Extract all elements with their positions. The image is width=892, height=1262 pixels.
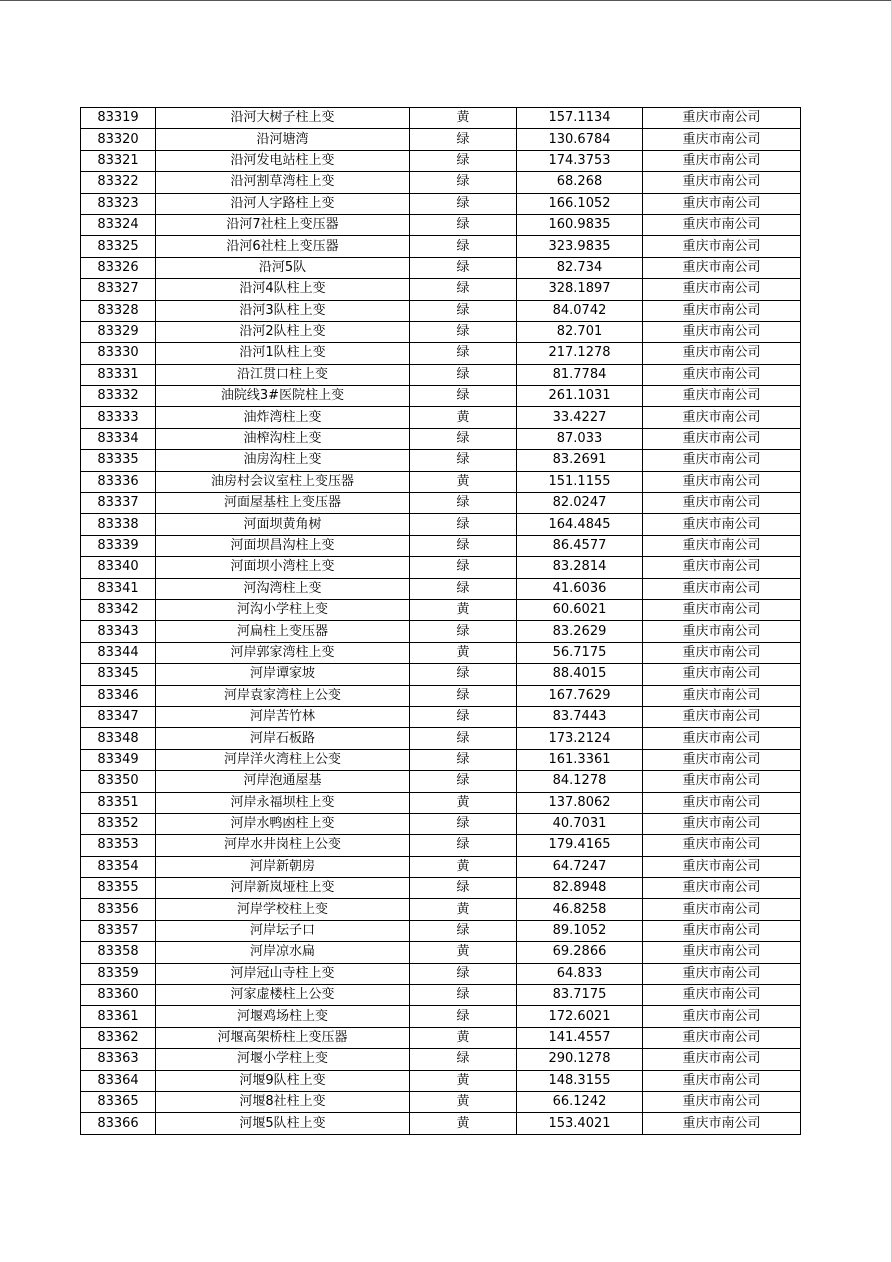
cell-status-level: 黄 bbox=[410, 599, 517, 620]
cell-value: 66.1242 bbox=[517, 1091, 643, 1112]
cell-value: 60.6021 bbox=[517, 599, 643, 620]
cell-status-level: 绿 bbox=[410, 321, 517, 342]
cell-status-level: 绿 bbox=[410, 963, 517, 984]
table-row bbox=[81, 279, 801, 300]
table-row bbox=[81, 300, 801, 321]
cell-value: 261.1031 bbox=[517, 386, 643, 407]
cell-company: 重庆市南公司 bbox=[643, 749, 801, 770]
cell-company: 重庆市南公司 bbox=[643, 706, 801, 727]
cell-status-level: 绿 bbox=[410, 985, 517, 1006]
cell-status-level: 黄 bbox=[410, 1113, 517, 1134]
cell-value: 161.3361 bbox=[517, 749, 643, 770]
cell-station-name: 河岸袁家湾柱上公变 bbox=[156, 685, 410, 706]
cell-id: 83348 bbox=[81, 728, 156, 749]
table-row bbox=[81, 407, 801, 428]
cell-status-level: 绿 bbox=[410, 835, 517, 856]
cell-id: 83328 bbox=[81, 300, 156, 321]
cell-status-level: 绿 bbox=[410, 685, 517, 706]
cell-id: 83340 bbox=[81, 557, 156, 578]
cell-company: 重庆市南公司 bbox=[643, 920, 801, 941]
cell-company: 重庆市南公司 bbox=[643, 963, 801, 984]
cell-status-level: 黄 bbox=[410, 1070, 517, 1091]
cell-station-name: 沿河割草湾柱上变 bbox=[156, 172, 410, 193]
cell-company: 重庆市南公司 bbox=[643, 150, 801, 171]
cell-company: 重庆市南公司 bbox=[643, 621, 801, 642]
cell-id: 83323 bbox=[81, 193, 156, 214]
cell-status-level: 黄 bbox=[410, 792, 517, 813]
cell-value: 83.7443 bbox=[517, 706, 643, 727]
cell-id: 83364 bbox=[81, 1070, 156, 1091]
table-row bbox=[81, 535, 801, 556]
cell-status-level: 黄 bbox=[410, 471, 517, 492]
cell-id: 83346 bbox=[81, 685, 156, 706]
cell-value: 83.2691 bbox=[517, 450, 643, 471]
cell-company: 重庆市南公司 bbox=[643, 899, 801, 920]
cell-value: 64.7247 bbox=[517, 856, 643, 877]
cell-station-name: 沿河4队柱上变 bbox=[156, 279, 410, 300]
cell-value: 148.3155 bbox=[517, 1070, 643, 1091]
table-row bbox=[81, 108, 801, 129]
cell-company: 重庆市南公司 bbox=[643, 364, 801, 385]
table-row bbox=[81, 1070, 801, 1091]
cell-value: 173.2124 bbox=[517, 728, 643, 749]
cell-company: 重庆市南公司 bbox=[643, 835, 801, 856]
cell-station-name: 沿河塘湾 bbox=[156, 129, 410, 150]
cell-company: 重庆市南公司 bbox=[643, 664, 801, 685]
table-row bbox=[81, 771, 801, 792]
cell-id: 83326 bbox=[81, 257, 156, 278]
cell-status-level: 绿 bbox=[410, 150, 517, 171]
cell-value: 81.7784 bbox=[517, 364, 643, 385]
cell-station-name: 沿河发电站柱上变 bbox=[156, 150, 410, 171]
cell-value: 160.9835 bbox=[517, 214, 643, 235]
cell-station-name: 油房沟柱上变 bbox=[156, 450, 410, 471]
cell-status-level: 绿 bbox=[410, 514, 517, 535]
cell-value: 46.8258 bbox=[517, 899, 643, 920]
cell-status-level: 绿 bbox=[410, 920, 517, 941]
cell-status-level: 绿 bbox=[410, 343, 517, 364]
cell-status-level: 黄 bbox=[410, 1091, 517, 1112]
cell-id: 83339 bbox=[81, 535, 156, 556]
cell-value: 69.2866 bbox=[517, 942, 643, 963]
cell-id: 83357 bbox=[81, 920, 156, 941]
cell-status-level: 绿 bbox=[410, 557, 517, 578]
cell-station-name: 河岸石板路 bbox=[156, 728, 410, 749]
cell-status-level: 绿 bbox=[410, 386, 517, 407]
cell-id: 83365 bbox=[81, 1091, 156, 1112]
cell-company: 重庆市南公司 bbox=[643, 108, 801, 129]
cell-status-level: 绿 bbox=[410, 621, 517, 642]
cell-station-name: 河岸凉水扁 bbox=[156, 942, 410, 963]
cell-id: 83345 bbox=[81, 664, 156, 685]
table-row bbox=[81, 599, 801, 620]
cell-station-name: 河面坝黄角树 bbox=[156, 514, 410, 535]
cell-station-name: 油院线3#医院柱上变 bbox=[156, 386, 410, 407]
cell-id: 83355 bbox=[81, 878, 156, 899]
table-row bbox=[81, 706, 801, 727]
cell-station-name: 沿河7社柱上变压器 bbox=[156, 214, 410, 235]
table-row bbox=[81, 150, 801, 171]
table-row bbox=[81, 1049, 801, 1070]
cell-id: 83332 bbox=[81, 386, 156, 407]
cell-value: 83.2629 bbox=[517, 621, 643, 642]
cell-value: 84.0742 bbox=[517, 300, 643, 321]
cell-status-level: 绿 bbox=[410, 878, 517, 899]
cell-id: 83319 bbox=[81, 108, 156, 129]
cell-status-level: 黄 bbox=[410, 856, 517, 877]
cell-station-name: 河岸谭家坡 bbox=[156, 664, 410, 685]
cell-id: 83324 bbox=[81, 214, 156, 235]
cell-value: 40.7031 bbox=[517, 813, 643, 834]
cell-id: 83359 bbox=[81, 963, 156, 984]
cell-company: 重庆市南公司 bbox=[643, 214, 801, 235]
cell-company: 重庆市南公司 bbox=[643, 1091, 801, 1112]
cell-station-name: 沿江贯口柱上变 bbox=[156, 364, 410, 385]
cell-status-level: 绿 bbox=[410, 428, 517, 449]
cell-value: 153.4021 bbox=[517, 1113, 643, 1134]
cell-value: 328.1897 bbox=[517, 279, 643, 300]
cell-value: 290.1278 bbox=[517, 1049, 643, 1070]
cell-id: 83331 bbox=[81, 364, 156, 385]
cell-status-level: 绿 bbox=[410, 236, 517, 257]
cell-company: 重庆市南公司 bbox=[643, 878, 801, 899]
cell-station-name: 河堰鸡场柱上变 bbox=[156, 1006, 410, 1027]
table-row bbox=[81, 813, 801, 834]
table-row bbox=[81, 621, 801, 642]
cell-company: 重庆市南公司 bbox=[643, 642, 801, 663]
cell-id: 83338 bbox=[81, 514, 156, 535]
cell-id: 83337 bbox=[81, 493, 156, 514]
cell-value: 87.033 bbox=[517, 428, 643, 449]
cell-id: 83347 bbox=[81, 706, 156, 727]
table-row bbox=[81, 514, 801, 535]
cell-status-level: 绿 bbox=[410, 728, 517, 749]
cell-value: 174.3753 bbox=[517, 150, 643, 171]
cell-status-level: 黄 bbox=[410, 942, 517, 963]
cell-station-name: 沿河3队柱上变 bbox=[156, 300, 410, 321]
cell-id: 83327 bbox=[81, 279, 156, 300]
table-row bbox=[81, 557, 801, 578]
cell-company: 重庆市南公司 bbox=[643, 450, 801, 471]
cell-station-name: 沿河6社柱上变压器 bbox=[156, 236, 410, 257]
cell-station-name: 河面坝昌沟柱上变 bbox=[156, 535, 410, 556]
table-row bbox=[81, 685, 801, 706]
cell-company: 重庆市南公司 bbox=[643, 535, 801, 556]
cell-station-name: 河岸新岚垭柱上变 bbox=[156, 878, 410, 899]
table-row bbox=[81, 386, 801, 407]
cell-value: 164.4845 bbox=[517, 514, 643, 535]
cell-id: 83358 bbox=[81, 942, 156, 963]
cell-value: 83.7175 bbox=[517, 985, 643, 1006]
cell-id: 83354 bbox=[81, 856, 156, 877]
cell-value: 179.4165 bbox=[517, 835, 643, 856]
cell-company: 重庆市南公司 bbox=[643, 1027, 801, 1048]
cell-value: 82.8948 bbox=[517, 878, 643, 899]
cell-status-level: 绿 bbox=[410, 172, 517, 193]
cell-station-name: 河岸永福坝柱上变 bbox=[156, 792, 410, 813]
cell-status-level: 绿 bbox=[410, 364, 517, 385]
table-row bbox=[81, 129, 801, 150]
table-row bbox=[81, 792, 801, 813]
cell-company: 重庆市南公司 bbox=[643, 685, 801, 706]
table-row bbox=[81, 728, 801, 749]
cell-company: 重庆市南公司 bbox=[643, 407, 801, 428]
cell-id: 83336 bbox=[81, 471, 156, 492]
cell-station-name: 河岸新朝房 bbox=[156, 856, 410, 877]
cell-value: 68.268 bbox=[517, 172, 643, 193]
table-row bbox=[81, 963, 801, 984]
cell-id: 83343 bbox=[81, 621, 156, 642]
cell-value: 137.8062 bbox=[517, 792, 643, 813]
table-row bbox=[81, 214, 801, 235]
cell-status-level: 绿 bbox=[410, 279, 517, 300]
cell-id: 83353 bbox=[81, 835, 156, 856]
cell-value: 82.0247 bbox=[517, 493, 643, 514]
cell-station-name: 河面屋基柱上变压器 bbox=[156, 493, 410, 514]
cell-id: 83335 bbox=[81, 450, 156, 471]
table-row bbox=[81, 664, 801, 685]
cell-id: 83333 bbox=[81, 407, 156, 428]
cell-value: 88.4015 bbox=[517, 664, 643, 685]
cell-value: 167.7629 bbox=[517, 685, 643, 706]
cell-id: 83360 bbox=[81, 985, 156, 1006]
cell-company: 重庆市南公司 bbox=[643, 1006, 801, 1027]
cell-station-name: 河沟小学柱上变 bbox=[156, 599, 410, 620]
cell-company: 重庆市南公司 bbox=[643, 129, 801, 150]
cell-value: 217.1278 bbox=[517, 343, 643, 364]
cell-station-name: 油炸湾柱上变 bbox=[156, 407, 410, 428]
cell-company: 重庆市南公司 bbox=[643, 557, 801, 578]
table-row bbox=[81, 193, 801, 214]
cell-value: 323.9835 bbox=[517, 236, 643, 257]
cell-company: 重庆市南公司 bbox=[643, 257, 801, 278]
cell-status-level: 绿 bbox=[410, 129, 517, 150]
cell-value: 172.6021 bbox=[517, 1006, 643, 1027]
cell-id: 83330 bbox=[81, 343, 156, 364]
cell-status-level: 绿 bbox=[410, 493, 517, 514]
cell-station-name: 油榨沟柱上变 bbox=[156, 428, 410, 449]
cell-company: 重庆市南公司 bbox=[643, 428, 801, 449]
cell-station-name: 河堰小学柱上变 bbox=[156, 1049, 410, 1070]
transformer-capacity-table bbox=[80, 107, 801, 1135]
table-row bbox=[81, 321, 801, 342]
cell-company: 重庆市南公司 bbox=[643, 514, 801, 535]
cell-status-level: 黄 bbox=[410, 642, 517, 663]
cell-station-name: 沿河2队柱上变 bbox=[156, 321, 410, 342]
table-row bbox=[81, 642, 801, 663]
cell-value: 41.6036 bbox=[517, 578, 643, 599]
cell-company: 重庆市南公司 bbox=[643, 193, 801, 214]
cell-station-name: 沿河1队柱上变 bbox=[156, 343, 410, 364]
table-row bbox=[81, 942, 801, 963]
cell-station-name: 油房村会议室柱上变压器 bbox=[156, 471, 410, 492]
cell-value: 89.1052 bbox=[517, 920, 643, 941]
table-row bbox=[81, 1027, 801, 1048]
cell-id: 83334 bbox=[81, 428, 156, 449]
table-row bbox=[81, 364, 801, 385]
cell-company: 重庆市南公司 bbox=[643, 599, 801, 620]
cell-status-level: 绿 bbox=[410, 749, 517, 770]
cell-status-level: 绿 bbox=[410, 300, 517, 321]
cell-id: 83350 bbox=[81, 771, 156, 792]
cell-company: 重庆市南公司 bbox=[643, 728, 801, 749]
table-row bbox=[81, 1113, 801, 1134]
cell-company: 重庆市南公司 bbox=[643, 236, 801, 257]
cell-value: 141.4557 bbox=[517, 1027, 643, 1048]
table-row bbox=[81, 985, 801, 1006]
table-row bbox=[81, 899, 801, 920]
cell-id: 83320 bbox=[81, 129, 156, 150]
cell-company: 重庆市南公司 bbox=[643, 792, 801, 813]
cell-value: 83.2814 bbox=[517, 557, 643, 578]
cell-status-level: 绿 bbox=[410, 771, 517, 792]
cell-status-level: 黄 bbox=[410, 407, 517, 428]
cell-value: 166.1052 bbox=[517, 193, 643, 214]
cell-id: 83351 bbox=[81, 792, 156, 813]
cell-station-name: 河扁柱上变压器 bbox=[156, 621, 410, 642]
cell-station-name: 河堰5队柱上变 bbox=[156, 1113, 410, 1134]
cell-status-level: 黄 bbox=[410, 108, 517, 129]
cell-status-level: 黄 bbox=[410, 899, 517, 920]
cell-company: 重庆市南公司 bbox=[643, 386, 801, 407]
cell-value: 64.833 bbox=[517, 963, 643, 984]
cell-status-level: 绿 bbox=[410, 214, 517, 235]
table-body bbox=[81, 108, 801, 1135]
table-row bbox=[81, 493, 801, 514]
cell-station-name: 河堰8社柱上变 bbox=[156, 1091, 410, 1112]
cell-id: 83361 bbox=[81, 1006, 156, 1027]
table-row bbox=[81, 835, 801, 856]
page-top-border bbox=[0, 0, 892, 1]
table-row bbox=[81, 920, 801, 941]
cell-value: 82.734 bbox=[517, 257, 643, 278]
cell-company: 重庆市南公司 bbox=[643, 1113, 801, 1134]
cell-company: 重庆市南公司 bbox=[643, 493, 801, 514]
cell-status-level: 绿 bbox=[410, 706, 517, 727]
cell-station-name: 河岸水鸭凼柱上变 bbox=[156, 813, 410, 834]
table-row bbox=[81, 428, 801, 449]
cell-station-name: 沿河大树子柱上变 bbox=[156, 108, 410, 129]
cell-station-name: 河沟湾柱上变 bbox=[156, 578, 410, 599]
cell-station-name: 河堰9队柱上变 bbox=[156, 1070, 410, 1091]
cell-station-name: 河面坝小湾柱上变 bbox=[156, 557, 410, 578]
cell-company: 重庆市南公司 bbox=[643, 1070, 801, 1091]
cell-id: 83363 bbox=[81, 1049, 156, 1070]
cell-status-level: 绿 bbox=[410, 664, 517, 685]
table-row bbox=[81, 450, 801, 471]
cell-station-name: 河堰高架桥柱上变压器 bbox=[156, 1027, 410, 1048]
cell-station-name: 沿河人字路柱上变 bbox=[156, 193, 410, 214]
cell-company: 重庆市南公司 bbox=[643, 985, 801, 1006]
cell-station-name: 河岸泡通屋基 bbox=[156, 771, 410, 792]
cell-station-name: 河岸坛子口 bbox=[156, 920, 410, 941]
cell-station-name: 河岸水井岗柱上公变 bbox=[156, 835, 410, 856]
cell-id: 83349 bbox=[81, 749, 156, 770]
table-row bbox=[81, 856, 801, 877]
table-row bbox=[81, 749, 801, 770]
cell-company: 重庆市南公司 bbox=[643, 856, 801, 877]
table-row bbox=[81, 1006, 801, 1027]
cell-value: 33.4227 bbox=[517, 407, 643, 428]
cell-station-name: 沿河5队 bbox=[156, 257, 410, 278]
cell-station-name: 河岸郭家湾柱上变 bbox=[156, 642, 410, 663]
cell-company: 重庆市南公司 bbox=[643, 172, 801, 193]
cell-company: 重庆市南公司 bbox=[643, 771, 801, 792]
table-row bbox=[81, 257, 801, 278]
cell-station-name: 河岸洋火湾柱上公变 bbox=[156, 749, 410, 770]
cell-status-level: 绿 bbox=[410, 578, 517, 599]
cell-value: 86.4577 bbox=[517, 535, 643, 556]
cell-id: 83352 bbox=[81, 813, 156, 834]
table-row bbox=[81, 578, 801, 599]
cell-company: 重庆市南公司 bbox=[643, 578, 801, 599]
cell-status-level: 绿 bbox=[410, 813, 517, 834]
cell-station-name: 河岸苦竹林 bbox=[156, 706, 410, 727]
cell-status-level: 绿 bbox=[410, 535, 517, 556]
cell-company: 重庆市南公司 bbox=[643, 1049, 801, 1070]
table-row bbox=[81, 236, 801, 257]
cell-status-level: 绿 bbox=[410, 193, 517, 214]
cell-id: 83329 bbox=[81, 321, 156, 342]
cell-station-name: 河家虚楼柱上公变 bbox=[156, 985, 410, 1006]
cell-station-name: 河岸学校柱上变 bbox=[156, 899, 410, 920]
cell-id: 83325 bbox=[81, 236, 156, 257]
cell-id: 83356 bbox=[81, 899, 156, 920]
cell-company: 重庆市南公司 bbox=[643, 279, 801, 300]
cell-company: 重庆市南公司 bbox=[643, 471, 801, 492]
cell-status-level: 绿 bbox=[410, 450, 517, 471]
cell-id: 83341 bbox=[81, 578, 156, 599]
cell-id: 83322 bbox=[81, 172, 156, 193]
cell-status-level: 绿 bbox=[410, 257, 517, 278]
cell-company: 重庆市南公司 bbox=[643, 942, 801, 963]
cell-value: 157.1134 bbox=[517, 108, 643, 129]
cell-value: 56.7175 bbox=[517, 642, 643, 663]
cell-id: 83344 bbox=[81, 642, 156, 663]
cell-company: 重庆市南公司 bbox=[643, 813, 801, 834]
table-row bbox=[81, 878, 801, 899]
cell-value: 82.701 bbox=[517, 321, 643, 342]
cell-id: 83362 bbox=[81, 1027, 156, 1048]
cell-company: 重庆市南公司 bbox=[643, 321, 801, 342]
cell-company: 重庆市南公司 bbox=[643, 300, 801, 321]
cell-value: 130.6784 bbox=[517, 129, 643, 150]
cell-company: 重庆市南公司 bbox=[643, 343, 801, 364]
cell-station-name: 河岸冠山寺柱上变 bbox=[156, 963, 410, 984]
table-row bbox=[81, 343, 801, 364]
cell-value: 84.1278 bbox=[517, 771, 643, 792]
cell-status-level: 绿 bbox=[410, 1006, 517, 1027]
cell-id: 83342 bbox=[81, 599, 156, 620]
table-row bbox=[81, 172, 801, 193]
cell-id: 83321 bbox=[81, 150, 156, 171]
cell-id: 83366 bbox=[81, 1113, 156, 1134]
cell-value: 151.1155 bbox=[517, 471, 643, 492]
table-row bbox=[81, 471, 801, 492]
table-row bbox=[81, 1091, 801, 1112]
cell-status-level: 绿 bbox=[410, 1049, 517, 1070]
cell-status-level: 黄 bbox=[410, 1027, 517, 1048]
